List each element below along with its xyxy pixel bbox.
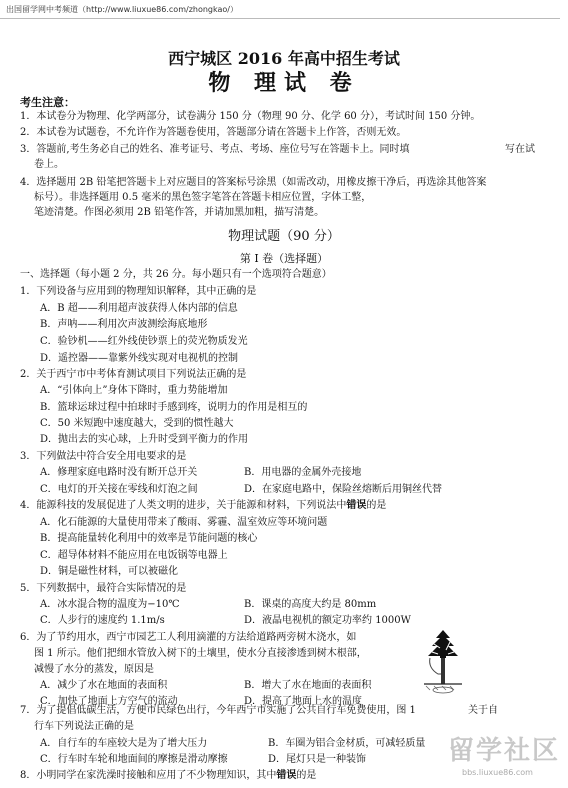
q3-option-a: A．修理家庭电路时没有断开总开关 [40, 467, 198, 478]
notice-item-4: 4．选择题用 2B 铅笔把答题卡上对应题目的答案标号涂黑（如需改动，用橡皮擦干净后，再选涂其他答案 [20, 177, 487, 188]
exam-title: 西宁城区 2016 年高中招生考试 [168, 49, 400, 68]
notice-item-3-cont: 卷上。 [34, 159, 64, 170]
watermark-logo-text: 留学社区 [448, 736, 561, 766]
q2-option-b: B．篮球运球过程中拍球时手感到疼，说明力的作用是相互的 [40, 402, 308, 413]
q3-option-b: B．用电器的金属外壳接地 [244, 467, 362, 478]
q3-option-c: C．电灯的开关接在零线和灯泡之间 [40, 484, 198, 495]
notice-item-1: 1．本试卷分为物理、化学两部分，试卷满分 150 分（物理 90 分、化学 60 分），考试时间 150 分钟。 [20, 111, 481, 122]
notice-item-4-cont: 标号）。非选择题用 0.5 毫米的黑色签字笔答在答题卡相应位置，字体工整， [34, 192, 372, 203]
q4-option-d: D．铜是磁性材料，可以被磁化 [40, 566, 179, 577]
question-4 [20, 499, 386, 513]
q2-option-d: D．抛出去的实心球，上升时受到平衡力的作用 [40, 434, 249, 445]
question-8 [20, 769, 316, 783]
q4-stem-post: 的是 [366, 500, 387, 511]
exam-subject-title: 物 理试 卷 [208, 70, 360, 96]
q4-option-c: C．超导体材料不能应用在电饭锅等电器上 [40, 550, 228, 561]
notice-item-3-tail: 写在试 [505, 144, 535, 155]
site-watermark [440, 726, 568, 788]
q7-option-a: A．自行车的车座较大是为了增大压力 [40, 738, 208, 749]
question-2: 2．关于西宁市中考体育测试项目下列说法正确的是 [20, 369, 247, 380]
question-6-line-3: 减慢了水分的蒸发，原因是 [34, 664, 154, 675]
q8-stem-post: 的是 [296, 770, 317, 781]
q5-option-b: B．课桌的高度大约是 80mm [244, 599, 377, 610]
question-5: 5．下列数据中，最符合实际情况的是 [20, 583, 187, 594]
q1-option-d: D．遥控器——靠紫外线实现对电视机的控制 [40, 353, 239, 364]
question-6: 6．为了节约用水，西宁市园艺工人利用滴灌的方法给道路两旁树木浇水，如 [20, 632, 357, 643]
question-1: 1．下列设备与应用到的物理知识解释，其中正确的是 [20, 286, 257, 297]
question-7-tail: 关于自 [468, 705, 498, 716]
q1-option-a: A．B 超——利用超声波获得人体内部的信息 [40, 303, 238, 314]
q2-option-a: A．“引体向上”身体下降时，重力势能增加 [40, 385, 228, 396]
q5-option-c: C．人步行的速度约 1.1m/s [40, 615, 165, 626]
q7-option-c: C．行车时车轮和地面间的摩擦是滑动摩擦 [40, 754, 228, 765]
q7-option-d: D．尾灯只是一种装饰 [268, 754, 367, 765]
q6-option-d: D．提高了地面上水的温度 [244, 696, 363, 707]
q1-option-c: C．验钞机——红外线使钞票上的荧光物质发光 [40, 336, 248, 347]
notice-item-2: 2．本试卷为试题卷，不允许作为答题卷使用，答题部分请在答题卡上作答，否则无效。 [20, 127, 407, 138]
q8-stem-emphasis: 错误 [276, 770, 297, 781]
q8-stem-pre: 8．小明同学在家洗澡时接触和应用了不少物理知识，其中 [20, 770, 277, 781]
header-divider [0, 18, 560, 19]
section-title: 物理试题（90 分） [228, 229, 340, 244]
q7-option-b: B．车圈为铝合金材质，可减轻质量 [268, 738, 426, 749]
q5-option-d: D．液晶电视机的额定功率约 1000W [244, 615, 411, 626]
q4-option-b: B．提高能量转化利用中的效率是节能问题的核心 [40, 533, 258, 544]
notice-title: 考生注意： [20, 96, 75, 109]
q6-option-c: C．加快了地面上方空气的流动 [40, 696, 178, 707]
volume-title: 第 I 卷（选择题） [239, 252, 329, 265]
page-header: 出国留学网中考频道（http://www.liuxue86.com/zhongkao/） [6, 5, 238, 14]
question-3: 3．下列做法中符合安全用电要求的是 [20, 451, 187, 462]
q4-stem-emphasis: 错误 [346, 500, 367, 511]
part-heading: 一、选择题（每小题 2 分，共 26 分。每小题只有一个选项符合题意） [20, 269, 332, 280]
watermark-url: bbs.liuxue86.com [462, 768, 533, 777]
tree-irrigation-figure [420, 628, 466, 700]
q5-option-a: A．冰水混合物的温度为−10℃ [40, 599, 180, 610]
q4-option-a: A．化石能源的大量使用带来了酸雨、雾霾、温室效应等环境问题 [40, 517, 328, 528]
q3-option-d: D．在家庭电路中，保险丝熔断后用铜丝代替 [244, 484, 443, 495]
notice-item-3: 3．答题前,考生务必自己的姓名、准考证号、考点、考场、座位号写在答题卡上。同时填 [20, 144, 410, 155]
q6-option-b: B．增大了水在地面的表面积 [244, 680, 372, 691]
notice-item-4-cont2: 笔迹清楚。作图必须用 2B 铅笔作答，并请加黑加粗，描写清楚。 [34, 207, 325, 218]
q2-option-c: C．50 米短跑中速度越大，受到的惯性越大 [40, 418, 234, 429]
question-7-line-2: 行车下列说法正确的是 [34, 721, 134, 732]
question-6-line-2: 图 1 所示。他们把细水管放入树下的土壤里，使水分直接渗透到树木根部， [34, 648, 367, 659]
q4-stem-pre: 4．能源科技的发展促进了人类文明的进步，关于能源和材料，下列说法中 [20, 500, 347, 511]
q1-option-b: B．声呐——利用次声波测绘海底地形 [40, 319, 208, 330]
question-7: 7．为了提倡低碳生活，方便市民绿色出行，今年西宁市实施了公共自行车免费使用，图 1 [20, 705, 416, 716]
q6-option-a: A．减少了水在地面的表面积 [40, 680, 168, 691]
